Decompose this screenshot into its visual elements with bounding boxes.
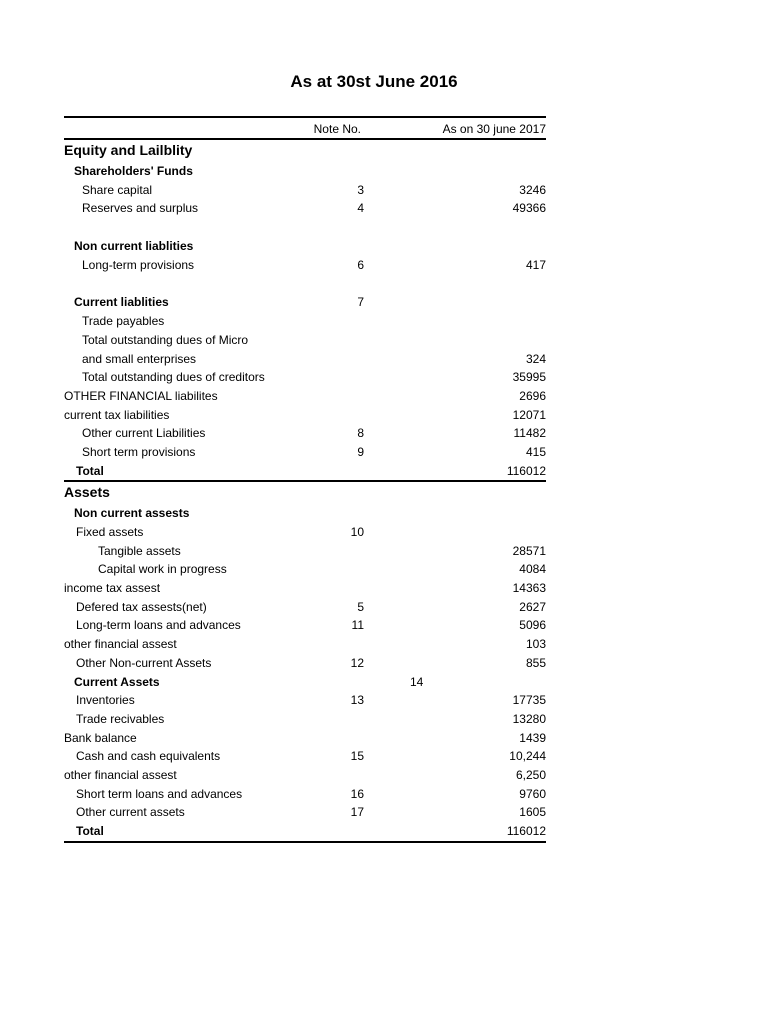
table-row <box>64 181 546 200</box>
amount-column-header: As on 30 june 2017 <box>442 122 546 136</box>
row-note: 13 <box>350 693 364 708</box>
row-label: Trade payables <box>82 314 165 329</box>
row-label: Total outstanding dues of creditors <box>82 370 265 385</box>
table-row <box>64 237 546 256</box>
row-label: Long-term loans and advances <box>76 618 241 633</box>
row-label: Reserves and surplus <box>82 201 199 216</box>
row-amount: 13280 <box>512 711 546 726</box>
row-amount: 4084 <box>519 562 546 577</box>
table-row <box>64 443 546 462</box>
row-label: and small enterprises <box>82 351 197 366</box>
table-body <box>64 140 546 843</box>
table-row <box>64 747 546 766</box>
row-amount: 116012 <box>506 824 546 838</box>
row-amount: 116012 <box>506 463 546 478</box>
table-row <box>64 462 546 483</box>
row-label: income tax assest <box>64 581 161 596</box>
table-row <box>64 162 546 181</box>
table-row <box>64 504 546 523</box>
row-label: Long-term provisions <box>82 257 195 272</box>
row-label: Tangible assets <box>98 543 181 558</box>
table-row <box>64 199 546 218</box>
row-label: Inventories <box>76 693 135 708</box>
table-row <box>64 785 546 804</box>
table-row <box>64 691 546 710</box>
row-amount: 415 <box>525 444 546 459</box>
spacer-row <box>64 274 546 293</box>
table-header <box>64 116 546 140</box>
row-note: 11 <box>351 618 364 633</box>
table-row <box>64 256 546 275</box>
row-label: Current Assets <box>74 674 160 689</box>
page-title: As at 30st June 2016 <box>290 72 458 91</box>
row-note: 10 <box>350 525 364 539</box>
row-amount: 2696 <box>519 388 546 403</box>
row-note: 14 <box>410 674 424 689</box>
table-row <box>64 635 546 654</box>
row-amount: 1439 <box>519 730 546 745</box>
table-row <box>64 523 546 542</box>
table-row <box>64 312 546 331</box>
row-label: Short term loans and advances <box>76 786 243 801</box>
row-amount: 324 <box>525 351 546 366</box>
row-amount: 12071 <box>512 407 546 422</box>
row-amount: 2627 <box>519 599 546 614</box>
row-note: 9 <box>357 444 364 459</box>
table-row <box>64 579 546 598</box>
note-column-header: Note No. <box>313 122 361 136</box>
row-label: Total outstanding dues of Micro <box>82 332 249 347</box>
row-label: Short term provisions <box>82 444 196 459</box>
table-row <box>64 729 546 748</box>
row-label: Capital work in progress <box>98 562 227 577</box>
spacer-row <box>64 218 546 237</box>
row-label: Cash and cash equivalents <box>76 749 221 764</box>
row-amount: 28571 <box>512 543 546 558</box>
table-row <box>64 560 546 579</box>
row-label: Total <box>76 463 104 478</box>
row-label: OTHER FINANCIAL liabilites <box>64 388 218 403</box>
row-note: 8 <box>357 426 364 441</box>
table-row <box>64 710 546 729</box>
row-amount: 9760 <box>519 786 546 801</box>
row-amount: 103 <box>525 637 546 652</box>
row-label: Current liablities <box>74 295 169 310</box>
table-row <box>64 331 546 350</box>
row-note: 7 <box>357 295 364 310</box>
balance-sheet <box>64 116 546 843</box>
row-note: 12 <box>350 655 364 670</box>
row-amount: 10,244 <box>509 749 546 764</box>
row-amount: 11482 <box>513 426 546 441</box>
table-row <box>64 424 546 443</box>
row-label: Bank balance <box>64 730 137 745</box>
table-row <box>64 387 546 406</box>
table-row <box>64 822 546 843</box>
row-label: Defered tax assests(net) <box>76 599 207 614</box>
row-amount: 855 <box>525 655 546 670</box>
table-row <box>64 482 546 504</box>
row-label: Trade recivables <box>76 711 165 726</box>
row-amount: 3246 <box>519 182 546 197</box>
row-note: 3 <box>357 182 364 197</box>
table-row <box>64 350 546 369</box>
row-label: Total <box>76 824 104 838</box>
row-label: Other current assets <box>76 805 185 820</box>
row-label: Shareholders' Funds <box>74 164 193 178</box>
row-label: Other Non-current Assets <box>76 655 212 670</box>
row-note: 6 <box>357 257 364 272</box>
row-label: Assets <box>64 484 110 501</box>
row-label: Fixed assets <box>76 525 144 539</box>
table-row <box>64 542 546 561</box>
row-amount: 17735 <box>512 693 546 708</box>
row-label: Equity and Lailblity <box>64 142 193 158</box>
row-amount: 35995 <box>512 370 546 385</box>
table-row <box>64 766 546 785</box>
row-amount: 1605 <box>519 805 546 820</box>
row-amount: 6,250 <box>515 767 546 782</box>
row-label: Non current liablities <box>74 239 194 254</box>
table-row <box>64 654 546 673</box>
table-row <box>64 406 546 425</box>
table-row <box>64 616 546 635</box>
row-amount: 49366 <box>512 201 546 216</box>
table-row <box>64 803 546 822</box>
row-note: 5 <box>357 599 364 614</box>
row-note: 16 <box>350 786 364 801</box>
row-amount: 5096 <box>519 618 546 633</box>
row-note: 17 <box>350 805 364 820</box>
row-label: Share capital <box>82 182 153 197</box>
table-row <box>64 673 546 692</box>
row-label: other financial assest <box>64 637 177 652</box>
row-note: 15 <box>350 749 364 764</box>
row-label: current tax liabilities <box>64 407 170 422</box>
row-amount: 14363 <box>512 581 546 596</box>
row-amount: 417 <box>525 257 546 272</box>
table-row <box>64 293 546 312</box>
row-label: Non current assests <box>74 506 190 521</box>
row-label: Other current Liabilities <box>82 426 206 441</box>
table-row <box>64 598 546 617</box>
table-row <box>64 140 546 162</box>
row-note: 4 <box>357 201 364 216</box>
row-label: other financial assest <box>64 767 177 782</box>
table-row <box>64 368 546 387</box>
